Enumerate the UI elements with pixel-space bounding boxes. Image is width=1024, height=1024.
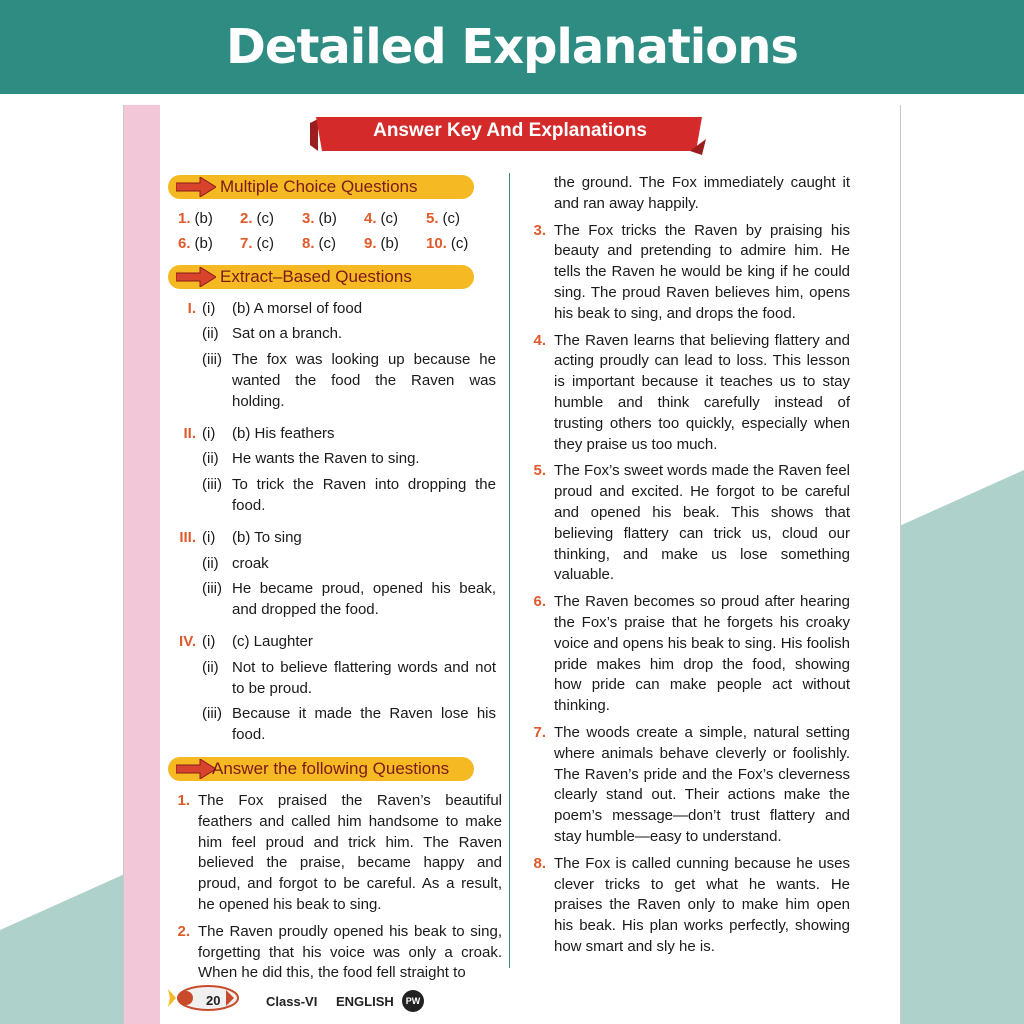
- arrow-right-icon: [176, 177, 216, 197]
- answer-item: [524, 221, 858, 325]
- answer-item: [524, 592, 858, 717]
- section-title: Answer the following Questions: [212, 758, 450, 778]
- answer-text: The Fox’s sweet words made the Raven feel proud and excited. He forgot to be careful and opened his beak. This shows that believing flattery can trick us, cloud our thinking, and make us lose something valuable.: [554, 462, 850, 584]
- answer-item: [524, 331, 858, 456]
- answer-number: 6.: [533, 593, 546, 611]
- sub-label: (iii): [202, 705, 222, 723]
- sub-answer: (b) A morsel of food: [232, 299, 363, 317]
- footer-subject: ENGLISH: [336, 994, 394, 1009]
- mcq-number: 1.: [178, 210, 191, 227]
- extract-number-spacer: [168, 554, 202, 580]
- answer-text: The Raven proudly opened his beak to sing, forgetting that his voice was only a croak. When he did this, the food fell straight to: [198, 922, 502, 982]
- mcq-value: (b): [318, 210, 337, 227]
- mcq-value: (c): [442, 210, 461, 227]
- mcq-number: 3.: [302, 210, 315, 227]
- mcq-value: (c): [318, 234, 337, 252]
- extract-number-spacer: [168, 579, 202, 626]
- mcq-answer: [240, 209, 302, 230]
- answer-text: The Raven becomes so proud after hearing the Fox’s praise that he forgets his croaky voice and opens his beak to sing. His foolish pride makes him drop the food, showing how pride can make people act without thinking.: [554, 593, 850, 715]
- mcq-answer: [302, 234, 364, 255]
- answers-left: [168, 791, 502, 984]
- section-title: Extract–Based Questions: [220, 266, 412, 286]
- sub-label: (ii): [202, 658, 219, 676]
- mcq-value: (c): [256, 210, 275, 227]
- section-title: Multiple Choice Questions: [220, 177, 418, 196]
- page-title: Answer Key And Explanations: [373, 120, 647, 141]
- answer-text: The Raven learns that believing flattery and acting proudly can lead to loss. This lesson is important because it teaches us to stay humble and think carefully instead of trusting others too quickly, especially when they praise us too much.: [554, 331, 850, 453]
- page-margin-stripe: [124, 105, 160, 1024]
- sub-label: (iii): [202, 351, 222, 369]
- extract-number-spacer: [168, 658, 202, 705]
- mcq-value: (b): [194, 210, 213, 227]
- sub-answer: The fox was looking up because he wanted the food the Raven was holding.: [232, 351, 496, 410]
- answer-text: The Fox praised the Raven’s beautiful feathers and called him handsome to make him feel proud and trick him. The Raven believed the praise, became happy and proud, and forgot to be careful. As a result, he opened his beak to sing.: [198, 791, 502, 913]
- sub-answer: To trick the Raven into dropping the food.: [232, 476, 496, 514]
- header-ribbon: [310, 115, 710, 157]
- sub-label: (i): [202, 299, 216, 317]
- answer-text: The Fox is called cunning because he uses clever tricks to get what he wants. He praises the Raven only to make him open his beak. His plan works perfectly, showing how smart and sly he is.: [554, 854, 850, 955]
- column-divider: [509, 173, 510, 968]
- top-banner: [0, 0, 1024, 94]
- sub-answer: (b) His feathers: [232, 424, 335, 442]
- answer-continuation: the ground. The Fox immediately caught it and ran away happily.: [554, 174, 850, 212]
- extract-number: I.: [187, 299, 196, 317]
- banner-title: Detailed Explanations: [226, 19, 798, 75]
- extract-number-spacer: [168, 449, 202, 475]
- answer-number: 5.: [533, 462, 546, 480]
- page-footer: [168, 981, 568, 1021]
- extract-answers: [168, 299, 502, 751]
- page-number: 20: [206, 993, 221, 1008]
- mcq-answer: [364, 234, 426, 255]
- sub-label: (i): [202, 424, 216, 442]
- answer-item: [524, 461, 858, 586]
- sub-answer: croak: [232, 554, 269, 572]
- extract-number-spacer: [168, 475, 202, 522]
- sub-label: (i): [202, 528, 216, 546]
- mcq-value: (b): [194, 234, 213, 252]
- extract-number: III.: [179, 528, 196, 546]
- answer-number: 2.: [177, 922, 190, 940]
- section-header-mcq: [168, 175, 474, 201]
- arrow-right-icon: [176, 267, 216, 287]
- sub-label: (iii): [202, 476, 222, 494]
- mcq-number: 8.: [302, 234, 315, 252]
- left-column: [168, 175, 502, 990]
- section-header-extract: [168, 265, 474, 291]
- mcq-answer: [364, 209, 426, 230]
- extract-number-spacer: [168, 350, 202, 417]
- mcq-answer: [426, 234, 488, 255]
- sub-answer: (c) Laughter: [232, 632, 313, 650]
- extract-group: [168, 528, 502, 626]
- answer-text: The woods create a simple, natural setting where animals behave cleverly or foolishly. The Raven’s pride and the Fox’s cleverness clearly stand out. Their actions make the poem’s message—don’t trust flattery and stay humble—easy to understand.: [554, 723, 850, 845]
- answer-item: [168, 791, 502, 916]
- mcq-value: (b): [380, 234, 399, 252]
- mcq-answers: [178, 209, 502, 255]
- sub-label: (iii): [202, 580, 222, 598]
- sub-label: (ii): [202, 450, 219, 468]
- mcq-answer: [302, 209, 364, 230]
- mcq-number: 6.: [178, 234, 191, 252]
- answers-right: [524, 221, 858, 958]
- extract-group: [168, 632, 502, 751]
- answer-item: [524, 723, 858, 848]
- mcq-value: (c): [380, 210, 399, 227]
- mcq-number: 2.: [240, 210, 253, 227]
- mcq-answer: [178, 209, 240, 230]
- answer-item: [524, 854, 858, 958]
- extract-number-spacer: [168, 324, 202, 350]
- publisher-logo: PW: [402, 990, 424, 1012]
- mcq-number: 9.: [364, 234, 377, 252]
- document-page: [124, 105, 900, 1024]
- mcq-answer: [240, 234, 302, 255]
- sub-label: (ii): [202, 325, 219, 343]
- answer-number: 7.: [533, 723, 546, 741]
- mcq-value: (c): [450, 234, 469, 252]
- sub-label: (ii): [202, 554, 219, 572]
- answer-number: 1.: [177, 791, 190, 809]
- sub-answer: Because it made the Raven lose his food.: [232, 705, 496, 744]
- answer-text: The Fox tricks the Raven by praising his beauty and pretending to admire him. He tells the Raven he would be king if he could sing. The proud Raven believes him, opens his beak to sing, and drops the food.: [554, 221, 850, 322]
- rocket-icon: [168, 981, 240, 1015]
- mcq-number: 7.: [240, 234, 253, 252]
- answer-number: 3.: [533, 221, 546, 239]
- extract-number: II.: [183, 424, 196, 442]
- sub-answer: (b) To sing: [232, 528, 302, 546]
- mcq-number: 4.: [364, 210, 377, 227]
- answer-number: 4.: [533, 331, 546, 349]
- arrow-right-icon: [176, 759, 216, 779]
- mcq-answer: [178, 234, 240, 255]
- extract-number-spacer: [168, 704, 202, 751]
- answer-item: [168, 922, 502, 984]
- answer-number: 8.: [533, 854, 546, 872]
- sub-answer: He became proud, opened his beak, and dropped the food.: [232, 580, 496, 619]
- extract-group: [168, 424, 502, 522]
- sub-label: (i): [202, 632, 216, 650]
- sub-answer: Not to believe flattering words and not to be proud.: [232, 658, 496, 697]
- mcq-number: 10.: [426, 234, 447, 252]
- section-header-answers: [168, 757, 474, 783]
- mcq-value: (c): [256, 234, 275, 252]
- extract-number: IV.: [179, 632, 196, 650]
- extract-group: [168, 299, 502, 418]
- mcq-answer: [426, 209, 488, 230]
- right-column: [524, 173, 858, 964]
- footer-class: Class-VI: [266, 994, 318, 1009]
- mcq-number: 5.: [426, 210, 439, 227]
- sub-answer: He wants the Raven to sing.: [232, 450, 420, 468]
- sub-answer: Sat on a branch.: [232, 325, 343, 343]
